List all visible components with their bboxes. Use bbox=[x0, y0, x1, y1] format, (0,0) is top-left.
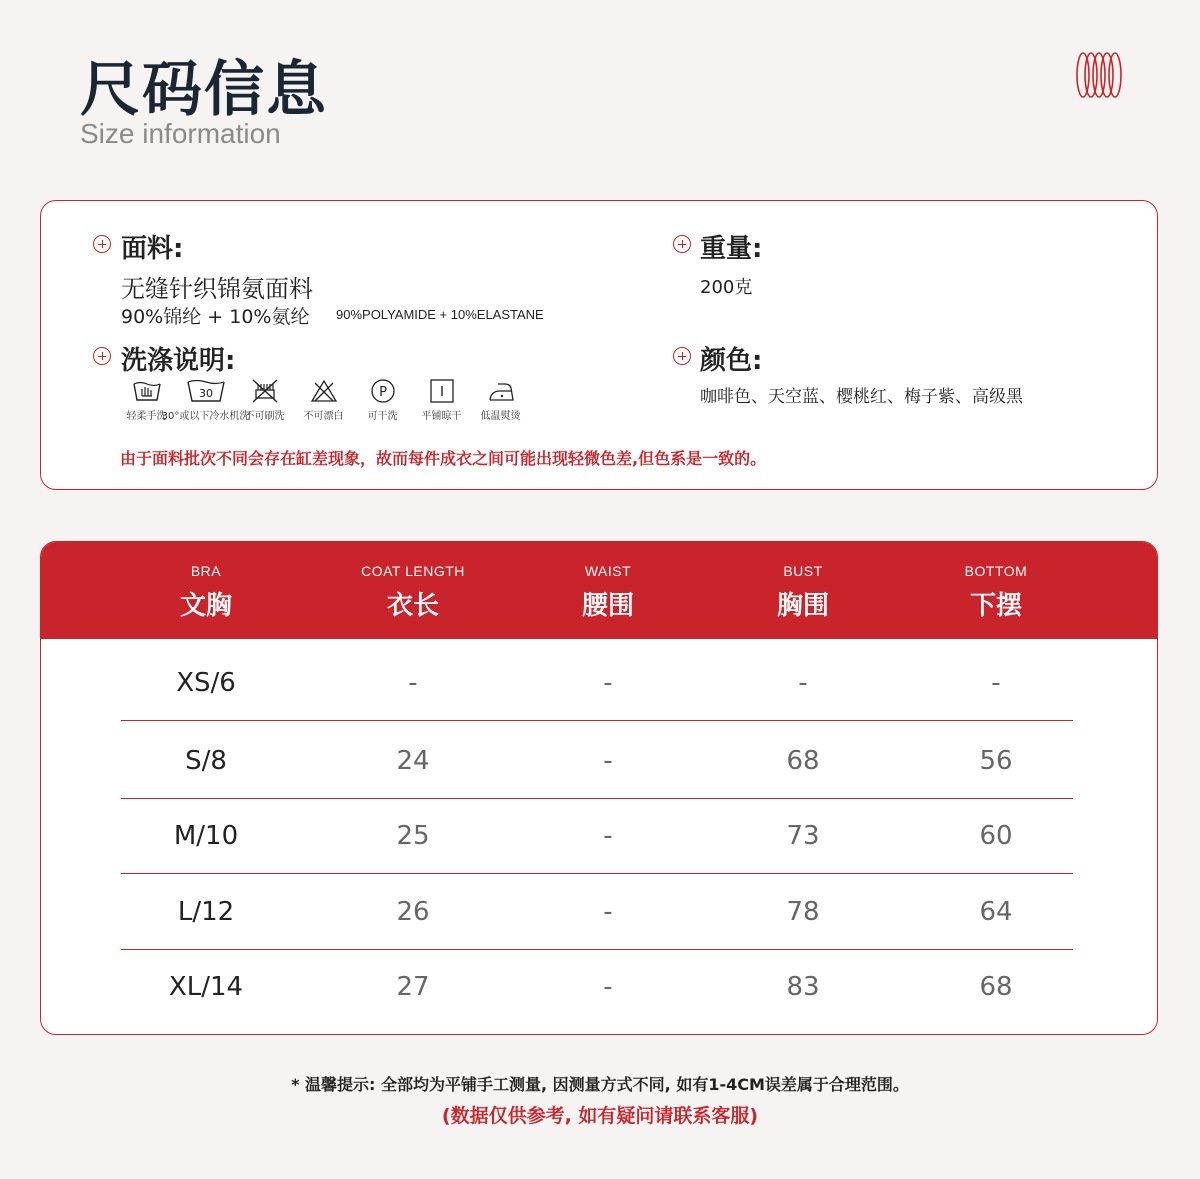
page-subtitle: Size information bbox=[80, 118, 281, 149]
care-item: 低温熨烫 bbox=[471, 378, 530, 422]
fabric-composition-cn: 90%锦纶 + 10%氨纶 bbox=[121, 306, 310, 328]
color-difference-warning: 由于面料批次不同会存在缸差现象，故而每件成衣之间可能出现轻微色差,但色系是一致的。 bbox=[120, 449, 767, 468]
hand-wash-icon bbox=[132, 378, 162, 404]
column-header: COAT LENGTH 衣长 bbox=[361, 563, 465, 621]
no-bleach-icon bbox=[309, 378, 339, 404]
measurement-tip: * 温馨提示: 全部均为平铺手工测量, 因测量方式不同, 如有1-4CM误差属于合理范围。 bbox=[291, 1075, 909, 1094]
no-brush-icon bbox=[250, 378, 280, 404]
page-title: 尺码信息 bbox=[80, 55, 328, 125]
row-divider bbox=[121, 720, 1073, 721]
wash-label: 洗涤说明: bbox=[121, 346, 236, 376]
table-row: L/12 26 - 78 64 bbox=[41, 875, 1157, 950]
plus-circle-icon bbox=[93, 347, 111, 365]
color-label: 颜色: bbox=[700, 346, 763, 376]
weight-value: 200克 bbox=[700, 277, 753, 298]
table-row: S/8 24 - 68 56 bbox=[41, 724, 1157, 799]
table-row: M/10 25 - 73 60 bbox=[41, 799, 1157, 874]
column-header: BRA 文胸 bbox=[179, 563, 232, 621]
fabric-label: 面料: bbox=[121, 234, 184, 264]
spiral-rings-icon bbox=[1074, 50, 1124, 100]
svg-text:30: 30 bbox=[198, 387, 213, 400]
column-header: BUST 胸围 bbox=[776, 563, 829, 621]
fabric-name: 无缝针织锦氨面料 bbox=[121, 275, 313, 303]
care-item: 平铺晾干 bbox=[412, 378, 471, 422]
size-table bbox=[40, 541, 1158, 1035]
dry-flat-icon bbox=[427, 378, 457, 404]
iron-low-icon bbox=[486, 378, 516, 404]
care-item: 不可漂白 bbox=[294, 378, 353, 422]
care-item: 轻柔手洗 bbox=[117, 378, 176, 422]
dry-clean-p-icon bbox=[368, 378, 398, 404]
row-divider bbox=[121, 873, 1073, 874]
color-options: 咖啡色、天空蓝、樱桃红、梅子紫、高级黑 bbox=[700, 387, 1023, 407]
reference-note: (数据仅供参考, 如有疑问请联系客服) bbox=[441, 1105, 759, 1127]
weight-label: 重量: bbox=[700, 234, 763, 264]
care-instructions bbox=[117, 378, 530, 422]
table-row: XS/6 - - - - bbox=[41, 646, 1157, 721]
column-header: WAIST 腰围 bbox=[581, 563, 634, 621]
plus-circle-icon bbox=[673, 235, 691, 253]
care-item: 30 30°或以下冷水机洗 bbox=[176, 378, 235, 422]
wash-30-icon bbox=[186, 378, 226, 404]
svg-text:P: P bbox=[378, 385, 387, 400]
care-item: 不可刷洗 bbox=[235, 378, 294, 422]
fabric-composition-en: 90%POLYAMIDE + 10%ELASTANE bbox=[336, 307, 544, 322]
table-row: XL/14 27 - 83 68 bbox=[168, 972, 1013, 1002]
plus-circle-icon bbox=[93, 235, 111, 253]
column-header: BOTTOM 下摆 bbox=[964, 563, 1028, 621]
table-header bbox=[41, 542, 1157, 639]
care-item: P 可干洗 bbox=[353, 378, 412, 422]
plus-circle-icon bbox=[673, 347, 691, 365]
